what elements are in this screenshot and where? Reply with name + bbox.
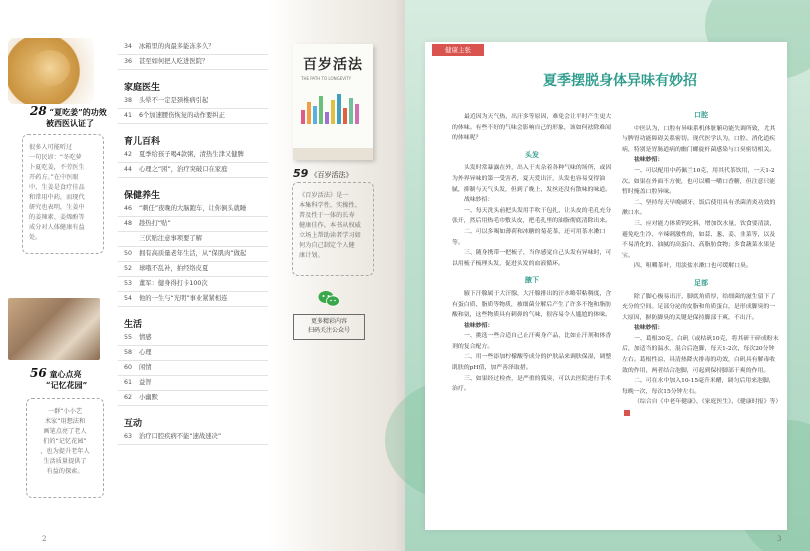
book-cover-subtitle: THE PATH TO LONGEVITY: [301, 76, 352, 81]
toc-divider: [118, 162, 268, 163]
qr-line1: 更多精彩内容: [310, 318, 347, 325]
toc-item-page: 53: [124, 280, 133, 287]
book-cover[interactable]: [293, 44, 373, 160]
toc-divider: [118, 261, 268, 262]
blurb-line: 一句民谚：“冬吃萝: [29, 154, 82, 161]
toc-item-page: 34: [124, 43, 133, 50]
toc-item-page: 36: [124, 58, 133, 65]
book-cover-footer: [293, 148, 373, 160]
blurb-line: 中，生姜是食疗佳品: [29, 184, 85, 191]
feature2-page-number: 56: [30, 366, 47, 380]
section-paragraph: 腋下汗腺属于大汗腺，大汗腺排出的汗水略带粘稠度，含有蛋白质、脂质等物质，被细菌分解后产生了许多不饱和脂肪酸和氨，这些物质具有刺鼻的气味，很容易令人尴尬的体味。: [452, 290, 612, 319]
feature2-title-line2: “记忆花园”: [46, 380, 88, 390]
blurb-line: 一群“小小艺: [47, 408, 83, 415]
toc-item-label: 冰箱里的肉最多能冻多久？: [139, 43, 215, 50]
left-page-number: 2: [42, 535, 47, 543]
toc-divider: [118, 444, 268, 445]
section-paragraph: 除了脚心极易出汗，脚底角质厚，给细菌的滋生留下了充分的空间。足部分泌的皮脂和角质蛋白，是形成脚臭的一大原因，摒防脚臭的关键是保持脚部干爽，不出汗。: [622, 293, 776, 321]
toc-divider: [118, 405, 268, 406]
toc-item-label: 益智: [139, 379, 152, 386]
toc-item-label: 拥有高质量老年生活，从“保肌肉”做起: [139, 250, 247, 257]
toc-item-label: 6个加速腰伤恢复的动作要纠正: [139, 112, 225, 119]
blurb-line: 很多人可能听过: [29, 144, 73, 151]
book-cover-pattern: [301, 94, 365, 134]
toc-item[interactable]: [124, 333, 152, 342]
blurb-line: 生活质量提供了: [43, 458, 87, 465]
toc-item-page: 60: [124, 364, 133, 371]
section-paragraph: 二、可以多喝如薄荷和冰糖的菊花茶，还可用茶水漱口等。: [452, 228, 606, 246]
section-paragraph: 祛味妙招：: [464, 321, 494, 329]
section-heading: 口腔: [694, 110, 708, 119]
section-heading: 足部: [694, 277, 708, 287]
toc-item-label: 他的一生与“光明”事业紧紧相连: [139, 295, 228, 302]
blurb-line: 《百岁活法》是一: [299, 192, 349, 199]
toc-item-page: 48: [124, 220, 133, 227]
feature1-page-number: 28: [30, 104, 47, 118]
right-page-number: 3: [777, 535, 782, 543]
toc-item[interactable]: [124, 96, 208, 105]
toc-item[interactable]: [124, 363, 152, 372]
blurb-line: 术家”用想法和: [44, 418, 86, 425]
toc-item-label: 趁热打“贴”: [139, 220, 171, 227]
section-paragraph: 三、应对能力体质钙吃料，增加饮水量，饮食要清淡，避免吃生冷、辛辣刺激性的，如蒜、葱、姜、韭菜等，以及不易消化的、油腻的高蛋白、高脂肪食物；多食蔬菜水果是宝。: [622, 220, 776, 259]
toc-divider: [118, 306, 268, 307]
toc-divider: [118, 345, 268, 346]
feature2-title-line1: 童心点亮: [49, 369, 82, 379]
section-paragraph: 一、可以配用中药佩兰10克，用其代茶饮用，一天1-2次。如果在外面不方便，也可以嚼一嚼口香糖，但注意只能暂时掩盖口腔异味。: [622, 167, 776, 196]
section-paragraph: 战味妙招：: [464, 197, 494, 204]
toc-section-title[interactable]: 互动: [124, 419, 143, 429]
toc-item-page: 42: [124, 151, 133, 158]
section-paragraph: （综合自《中老年健康》、《家庭医生》、《健康时报》等）: [622, 397, 780, 418]
toc-item[interactable]: [124, 378, 152, 387]
toc-item[interactable]: [124, 294, 227, 303]
article-title: 夏季摆脱身体异味有妙招: [543, 73, 697, 89]
toc-divider: [118, 375, 268, 376]
blurb-line: 开药方。”在中医眼: [29, 174, 79, 181]
qr-line2: 扫码关注公众号: [307, 327, 350, 334]
section-paragraph: 四、咀嚼茶叶，用淡盐水漱口也可缓解口臭。: [634, 263, 752, 270]
article-right-column: [622, 104, 780, 419]
blurb-line: 和常用中药，而现代: [29, 194, 85, 201]
blurb-line: 们的“记忆花园”: [43, 438, 87, 445]
blurb-line: 康计划。: [299, 252, 324, 259]
toc-divider: [118, 123, 268, 124]
toc-item[interactable]: [124, 111, 225, 120]
children-painting-photo: [8, 298, 100, 360]
book-cover-title: 百岁活法: [303, 57, 363, 73]
toc-divider: [118, 246, 268, 247]
toc-divider: [118, 216, 268, 217]
feature2-title[interactable]: [30, 368, 87, 391]
blurb-line: 何为自己制定个人健: [299, 242, 355, 249]
toc-item[interactable]: [124, 279, 208, 288]
book-caption-title: 《百岁活法》: [310, 171, 353, 179]
blurb-line: 普及性于一体的长寿: [299, 212, 355, 219]
blurb-line: 成分对人体健康有益: [29, 224, 85, 231]
column-tag: 健康主张: [432, 44, 484, 56]
toc-divider: [118, 231, 268, 232]
toc-divider: [118, 390, 268, 391]
toc-item-label: 心理之“困”，治疗突破口在家庭: [139, 166, 228, 173]
toc-item-label: 头晕不一定是颈椎病引起: [139, 97, 209, 104]
ginger-slice-image: [30, 50, 70, 86]
toc-item[interactable]: [124, 204, 246, 213]
blurb-line: 本集科学性、实操性、: [299, 202, 361, 209]
toc-item-label: 闲情: [139, 364, 152, 371]
toc-item-page: 50: [124, 250, 133, 257]
toc-item[interactable]: [124, 264, 208, 273]
section-paragraph: 二、坚持每天早晚刷牙，饭后使用具有杀菌消炎功效的漱口水。: [622, 199, 776, 217]
toc-item-label: 治疗口腔疾病不能“速战速决”: [139, 433, 222, 440]
blurb-line: 画笔点亮了老人: [43, 428, 87, 435]
toc-item-label: 夏季给孩子喝4款粥，清热生津又健脾: [139, 151, 244, 158]
toc-divider: [118, 276, 268, 277]
section-paragraph: 头发时常暴露在外，出入于夹杂着各种气味的场所，或因为外界异味的第一受害者，夏天爱出汗，头发也容易变得油腻，抑制与天气头发，但到了晚上，发丝还没有散味的味道。: [452, 165, 612, 193]
section-heading: 头发: [525, 149, 539, 159]
book-caption: [293, 167, 353, 180]
toc-item-label: 小幽默: [139, 394, 158, 401]
toc-section-title[interactable]: 家庭医生: [124, 83, 161, 93]
blurb-line: 健康佳作。本书从权威: [299, 222, 361, 229]
toc-divider: [118, 54, 268, 55]
toc-item[interactable]: [124, 219, 171, 228]
section-paragraph: 中医认为，口腔有异味系机体脏腑功能失调所致，尤其与脾胃功能障碍关系密切。现代医学认为，口腔、消化道疾病，特别是胃肠道病的幽门螺旋杆菌感染与口臭密切相关。: [622, 125, 776, 153]
toc-item-label: “刺任”夜晚的大脑跑车，让你倒头就睡: [139, 205, 247, 212]
toc-section-title[interactable]: 保健养生: [124, 191, 161, 201]
toc-item[interactable]: [124, 165, 227, 174]
section-paragraph: 二、用一些添加柠檬酸等成分的护肤品来调肤保湿，调整肌肤的pH值，加严善泽取措。: [452, 354, 612, 372]
toc-item-page: 44: [124, 166, 133, 173]
book-blurb: [292, 182, 374, 276]
toc-item-page: 54: [124, 295, 133, 302]
toc-item-page: 52: [124, 265, 133, 272]
feature1-title-line1: “夏吃姜”的功效: [49, 107, 107, 117]
toc-divider: [118, 360, 268, 361]
toc-item-page: 63: [124, 433, 133, 440]
wechat-icon[interactable]: [318, 290, 340, 308]
toc-item[interactable]: [124, 249, 246, 258]
toc-section-title[interactable]: 育儿百科: [124, 137, 161, 147]
toc-item-label: 董军：健身得打卡100次: [139, 280, 208, 287]
blurb-line: ，也为提升老年人: [40, 448, 90, 455]
toc-divider: [118, 69, 268, 70]
toc-item-label: 心理: [139, 349, 152, 356]
blurb-line: 处。: [29, 234, 42, 241]
toc-item-label: 甚至如何把人吃进医院？: [139, 58, 209, 65]
section-paragraph: 祛味妙招：: [634, 324, 664, 332]
toc-item-page: 41: [124, 112, 133, 119]
section-paragraph: 三、随身携带一把梳子，当你感觉自己头发有异味时，可以用梳子梳理头发，促进头发的血液循环。: [452, 250, 612, 267]
toc-item-label: 球哦不乱补，拍经络皮夏: [139, 265, 209, 272]
feature1-blurb: [22, 134, 104, 254]
toc-item[interactable]: [124, 393, 158, 402]
toc-item[interactable]: [124, 150, 244, 159]
feature1-title-line2: 被西医认证了: [46, 118, 94, 128]
blurb-line: 研究也表明，生姜中: [29, 204, 85, 211]
feature1-title[interactable]: [30, 106, 107, 129]
toc-item[interactable]: [124, 234, 202, 243]
end-mark: [624, 410, 630, 416]
toc-item-page: 38: [124, 97, 133, 104]
section-paragraph: 三、如果经过检查，是严重的狐臭，可以去医院进行手术治疗。: [452, 375, 612, 393]
toc-item[interactable]: [124, 348, 152, 357]
feature2-blurb: [26, 398, 104, 498]
article-intro: 最近因为天气热，出汗多等原因，难免会让平时产生更大的体味。有些不好的气味会影响自己的形象，该如何祛除难闻的体味呢？: [452, 114, 612, 142]
toc-item-page: 61: [124, 379, 133, 386]
blurb-line: 的姜辣素、姜烯酚等: [29, 214, 85, 221]
section-paragraph: 一、每天洗头前把头发用手吹干包扎，让头皮的毛孔充分张开，然后用热毛巾敷头皮，把毛孔里的油脂彻底清除出来。: [452, 207, 612, 225]
article-left-column: [452, 112, 612, 395]
toc-item-label: 三伏贴注意事项要了解: [139, 235, 202, 242]
section-paragraph: 祛味妙招：: [634, 156, 664, 164]
section-heading: 腋下: [525, 275, 539, 285]
book-caption-number: 59: [293, 167, 309, 180]
toc-item-page: 55: [124, 334, 133, 341]
blurb-line: 有益的探索。: [46, 468, 84, 475]
blurb-line: 立场上帮助读者学习如: [299, 232, 361, 239]
toc-item[interactable]: [124, 42, 215, 51]
section-paragraph: 二、可在水中加入10-15毫升米醋，调匀后用来泡脚，每晚一次，每次15分钟左右。: [622, 378, 775, 395]
blurb-line: 卜夏吃姜，不劳医生: [29, 164, 85, 171]
toc-item[interactable]: [124, 57, 208, 66]
qr-follow-box[interactable]: [293, 314, 365, 340]
toc-item-page: 46: [124, 205, 133, 212]
toc-item-label: 情感: [139, 334, 152, 341]
toc-section-title[interactable]: 生活: [124, 320, 143, 330]
toc-item[interactable]: [124, 432, 221, 441]
toc-item-page: 62: [124, 394, 133, 401]
section-paragraph: 一、葛根30克、白矾（或枯矾10克，将其研干碎成粉末后，加适当的温水，混合后泡脚，每天1-2次，每次20分钟左右。葛根性凉，具清热降火排毒的功效，白矾具有解毒收敛的作用，两者结合泡脚，可起到保持脚部干爽的作用。: [622, 335, 779, 374]
toc-item-page: 58: [124, 349, 133, 356]
toc-divider: [118, 291, 268, 292]
toc-divider: [118, 177, 268, 178]
toc-divider: [118, 108, 268, 109]
section-paragraph: 一、挑选一些合适自己止汗爽身产品，比如止汗剂和体香剂的复合配方。: [452, 333, 612, 350]
